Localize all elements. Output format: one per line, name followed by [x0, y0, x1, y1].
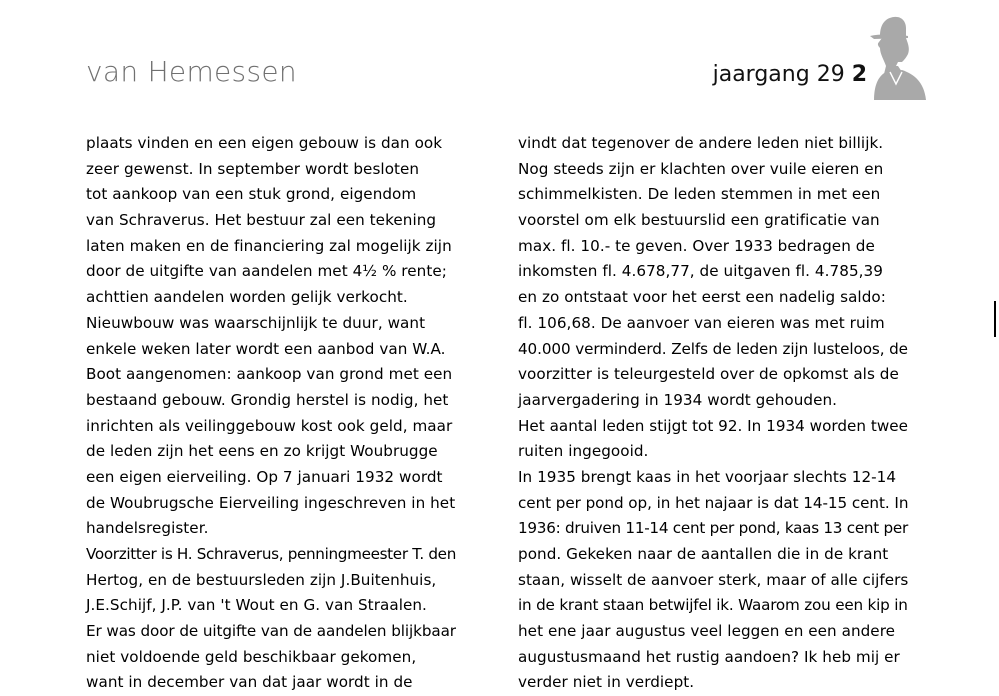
- text-line: niet voldoende geld beschikbaar gekomen,: [86, 647, 417, 666]
- man-with-hat-silhouette-icon: [868, 14, 928, 100]
- text-line: voorzitter is teleurgesteld over de opkomst als de: [518, 365, 899, 384]
- text-line: laten maken en de financiering zal mogelijk zijn: [86, 236, 452, 255]
- text-line: voorstel om elk bestuurslid een gratificatie van: [518, 211, 880, 230]
- text-line: staan, wisselt de aanvoer sterk, maar of alle cijfers: [518, 570, 909, 589]
- text-line: Boot aangenomen: aankoop van grond met een: [86, 365, 453, 384]
- text-line: ruiten ingegooid.: [518, 442, 649, 461]
- text-line: bestaand gebouw. Grondig herstel is nodig, het: [86, 390, 449, 409]
- text-line: in de krant staan betwijfel ik. Waarom zou een kip in: [518, 596, 908, 615]
- text-line: en zo ontstaat voor het eerst een nadelig saldo:: [518, 288, 886, 307]
- text-line: het ene jaar augustus veel leggen en een andere: [518, 622, 896, 641]
- text-line: een eigen eierveiling. Op 7 januari 1932 wordt: [86, 467, 443, 486]
- text-line: inrichten als veilinggebouw kost ook geld, maar: [86, 416, 453, 435]
- text-line: augustusmaand het rustig aandoen? Ik heb mij er: [518, 647, 900, 666]
- text-line: J.E.Schijf, J.P. van 't Wout en G. van Straalen.: [86, 596, 427, 615]
- text-line: cent per pond op, in het najaar is dat 14-15 cent. In: [518, 493, 909, 512]
- text-line: vindt dat tegenover de andere leden niet billijk.: [518, 134, 884, 152]
- text-line: Het aantal leden stijgt tot 92. In 1934 worden twee: [518, 416, 908, 435]
- text-line: 1936: druiven 11-14 cent per pond, kaas 13 cent per: [518, 519, 908, 538]
- text-line: Nieuwbouw was waarschijnlijk te duur, want: [86, 313, 426, 332]
- text-line: de leden zijn het eens en zo krijgt Woubrugge: [86, 442, 438, 461]
- text-line: Hertog, en de bestuursleden zijn J.Buitenhuis,: [86, 570, 437, 589]
- text-line: door de uitgifte van aandelen met 4½ % rente;: [86, 262, 447, 281]
- text-line: Voorzitter is H. Schraverus, penningmeester T. den: [86, 545, 456, 563]
- volume-label: jaargang 29: [712, 62, 845, 87]
- left-text-column: [86, 131, 456, 696]
- text-line: van Schraverus. Het bestuur zal een tekening: [86, 211, 437, 230]
- text-line: jaarvergadering in 1934 wordt gehouden.: [518, 390, 838, 409]
- text-line: Er was door de uitgifte van de aandelen blijkbaar: [86, 622, 456, 641]
- text-line: fl. 106,68. De aanvoer van eieren was met ruim: [518, 313, 885, 332]
- text-cursor: [994, 301, 996, 337]
- text-line: tot aankoop van een stuk grond, eigendom: [86, 185, 417, 204]
- text-line: want in december van dat jaar wordt in de: [86, 673, 413, 692]
- text-line: achttien aandelen worden gelijk verkocht.: [86, 288, 408, 307]
- text-line: inkomsten fl. 4.678,77, de uitgaven fl. 4.785,39: [518, 262, 883, 281]
- text-line: de Woubrugsche Eierveiling ingeschreven in het: [86, 493, 456, 512]
- text-line: handelsregister.: [86, 519, 209, 538]
- text-line: 40.000 verminderd. Zelfs de leden zijn lusteloos, de: [518, 339, 908, 358]
- text-line: pond. Gekeken naar de aantallen die in de krant: [518, 545, 889, 563]
- text-line: verder niet in verdiept.: [518, 673, 695, 692]
- text-line: Nog steeds zijn er klachten over vuile eieren en: [518, 159, 884, 178]
- right-text-column: [518, 131, 908, 696]
- page-number: 2: [851, 62, 867, 87]
- author-name: van Hemessen: [86, 55, 297, 88]
- volume-heading: [713, 60, 867, 90]
- text-line: In 1935 brengt kaas in het voorjaar slechts 12-14: [518, 467, 897, 486]
- text-line: schimmelkisten. De leden stemmen in met een: [518, 185, 881, 204]
- text-line: enkele weken later wordt een aanbod van W.A.: [86, 339, 446, 358]
- text-line: plaats vinden en een eigen gebouw is dan ook: [86, 134, 443, 152]
- text-line: max. fl. 10.- te geven. Over 1933 bedragen de: [518, 236, 875, 255]
- text-line: zeer gewenst. In september wordt besloten: [86, 159, 420, 178]
